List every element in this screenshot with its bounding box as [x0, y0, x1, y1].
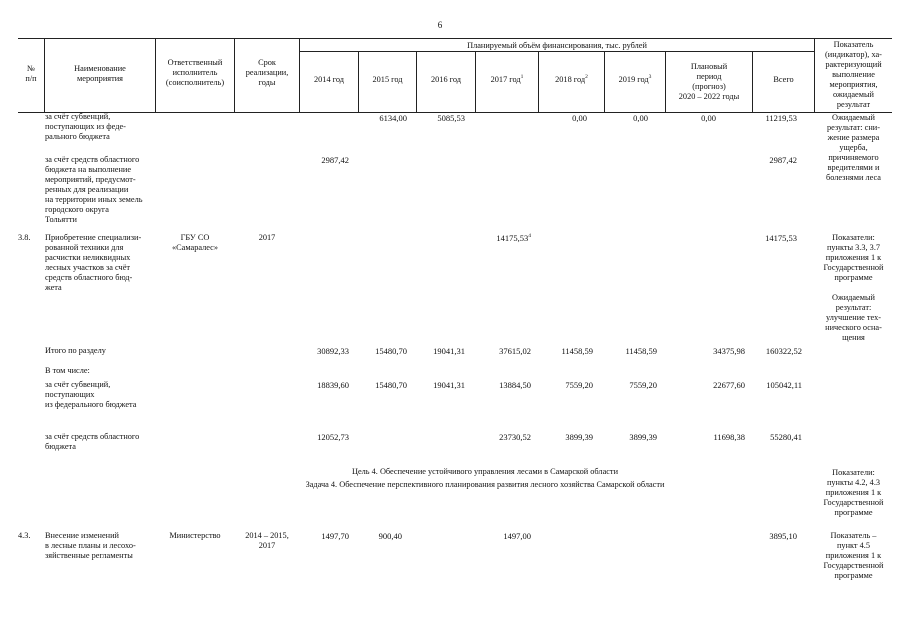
cell-2017: 13884,50: [499, 380, 531, 390]
row-term: 2014 – 2015, 2017: [245, 531, 289, 550]
cell-2017: 14175,53$^4$: [496, 233, 531, 243]
cell-2014: 1497,70: [321, 531, 349, 541]
cell-total: 11219,53: [765, 113, 797, 123]
row-name: за счёт субвенций, поступающих из феде- рального бюджета: [45, 112, 126, 141]
header-total: Всего: [773, 75, 794, 84]
cell-2014: 12052,73: [317, 432, 349, 442]
indicator-text: Показатели: пункты 3.3, 3.7 приложения 1 к Государственной программе Ожидаемый результат: улучшение тех- нического осна- щения: [823, 233, 884, 342]
cell-plan: 34375,98: [713, 346, 745, 356]
page-number: 6: [437, 20, 443, 30]
cell-2018: 3899,39: [565, 432, 593, 442]
header-num: № п/п: [25, 64, 37, 83]
goal-heading: Цель 4. Обеспечение устойчивого управления лесами в Самарской области: [351, 467, 619, 476]
task-indicator-text: Показатели: пункты 4.2, 4.3 приложения 1 к Государственной программе: [823, 468, 884, 517]
row-number: 3.8.: [18, 233, 31, 242]
header-2019: 2019 год$^3$: [618, 74, 652, 84]
cell-2018: 11458,59: [561, 346, 593, 356]
row-name: за счёт субвенций, поступающих из федерального бюджета: [45, 380, 137, 409]
cell-total: 160322,52: [765, 346, 802, 356]
cell-2019: 0,00: [633, 113, 648, 123]
funding-subheader-line: [299, 51, 814, 52]
row-name: за счёт средств областного бюджета на выполнение мероприятий, предусмот- ренных для реализации на территории иных земель городского округа Тольятти: [45, 155, 143, 224]
cell-plan: 11698,38: [713, 432, 745, 442]
header-2015: 2015 год: [372, 75, 403, 84]
cell-2016: 5085,53: [437, 113, 465, 123]
header-plan-period: Плановый период (прогноз) 2020 – 2022 годы: [678, 62, 740, 101]
indicator-text: Ожидаемый результат: сни- жение размера ущерба, причиняемого вредителями и болезнями леса: [826, 113, 881, 182]
cell-2015: 15480,70: [375, 380, 407, 390]
cell-2018: 7559,20: [565, 380, 593, 390]
header-name: Наименование мероприятия: [74, 64, 126, 83]
header-term: Срок реализации, годы: [245, 58, 289, 87]
cell-2018: 0,00: [572, 113, 587, 123]
task-heading: Задача 4. Обеспечение перспективного планирования развития лесного хозяйства Самарской области: [305, 480, 665, 489]
cell-total: 55280,41: [770, 432, 802, 442]
row-name: В том числе:: [45, 366, 90, 375]
cell-2019: 11458,59: [625, 346, 657, 356]
cell-2019: 3899,39: [629, 432, 657, 442]
cell-plan: 0,00: [701, 113, 716, 123]
header-responsible: Ответственный исполнитель (соисполнитель): [165, 58, 225, 87]
cell-2017: 37615,02: [499, 346, 531, 356]
cell-2014: 30892,33: [317, 346, 349, 356]
cell-2014: 2987,42: [321, 155, 349, 165]
header-2018: 2018 год$^2$: [555, 74, 588, 84]
row-name: Приобретение специализи- рованной техники для расчистки неликвидных лесных участков за счёт средств областного бюд- жета: [45, 233, 142, 292]
cell-2017: 23730,52: [499, 432, 531, 442]
indicator-text: Показатель – пункт 4.5 приложения 1 к Государственной программе: [823, 531, 884, 580]
cell-total: 105042,11: [766, 380, 802, 390]
row-responsible: Министерство: [169, 531, 221, 540]
cell-2016: 19041,31: [433, 380, 465, 390]
row-name: Итого по разделу: [45, 346, 106, 355]
cell-2016: 19041,31: [433, 346, 465, 356]
header-2017: 2017 год$^1$: [490, 74, 524, 84]
cell-2015: 15480,70: [375, 346, 407, 356]
cell-total: 2987,42: [769, 155, 797, 165]
cell-total: 3895,10: [769, 531, 797, 541]
cell-2019: 7559,20: [629, 380, 657, 390]
cell-total: 14175,53: [765, 233, 797, 243]
cell-2015: 6134,00: [379, 113, 407, 123]
header-funding-group: Планируемый объём финансирования, тыс. рублей: [467, 41, 647, 50]
cell-plan: 22677,60: [713, 380, 745, 390]
cell-2017: 1497,00: [503, 531, 531, 541]
header-2014: 2014 год: [314, 75, 344, 84]
cell-2015: 900,40: [378, 531, 402, 541]
row-responsible: ГБУ СО «Самаралес»: [171, 233, 218, 252]
row-name: за счёт средств областного бюджета: [45, 432, 140, 451]
header-2016: 2016 год: [431, 75, 461, 84]
row-name: Внесение изменений в лесные планы и лесохо- зяйственные регламенты: [45, 531, 136, 560]
table-top-border: [18, 38, 892, 39]
header-indicator: Показатель (индикатор), ха- рактеризующий выполнение мероприятия, ожидаемый результат: [825, 40, 882, 109]
cell-2014: 18839,60: [317, 380, 349, 390]
row-term: 2017: [258, 233, 276, 242]
row-number: 4.3.: [18, 531, 31, 540]
